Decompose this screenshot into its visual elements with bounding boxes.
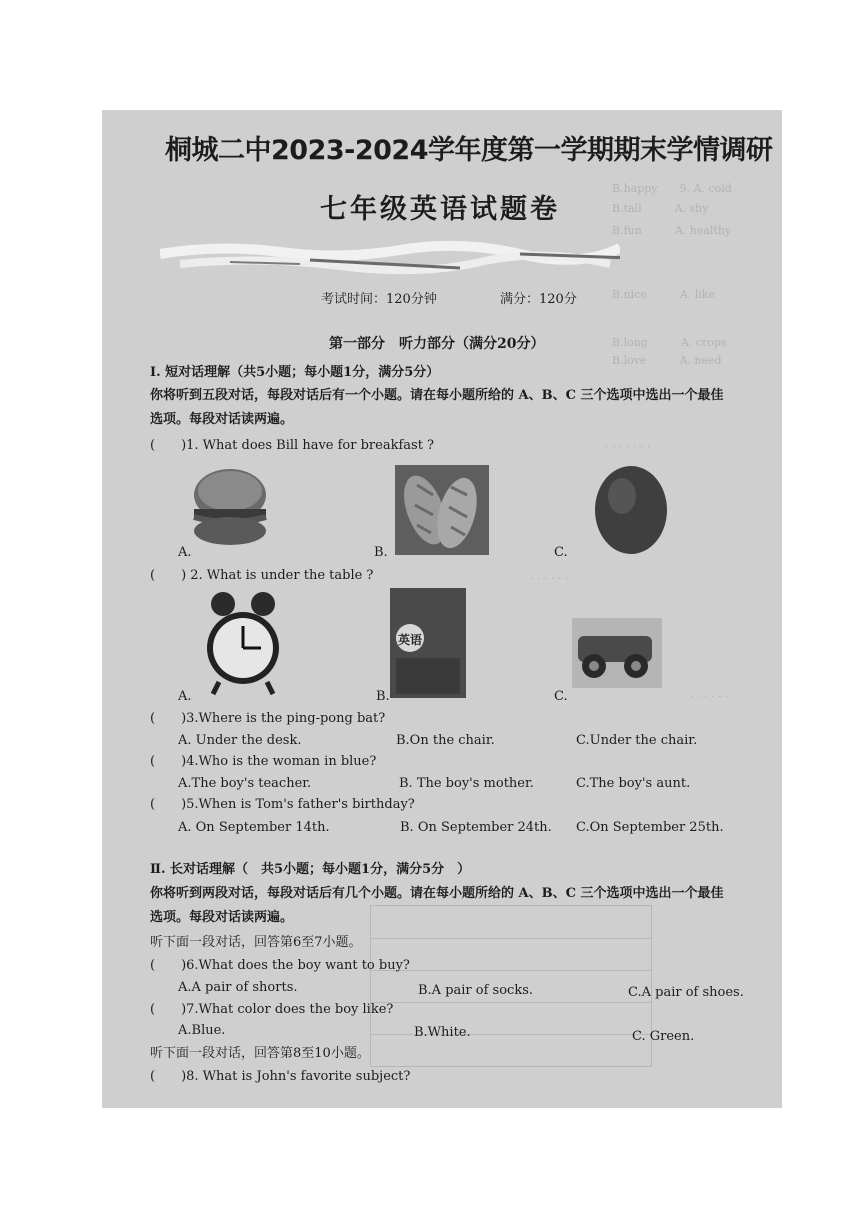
section-heading: Ⅰ. 短对话理解（共5小题；每小题1分，满分5分）	[150, 365, 440, 380]
bleed-through-text: B.tall A. shy	[612, 202, 709, 215]
option-b: B. The boy's mother.	[399, 776, 534, 791]
dialogue-lead: 听下面一段对话，回答第6至7小题。	[150, 935, 362, 950]
section-instruction: 你将听到五段对话，每段对话后有一个小题。请在每小题所给的 A、B、C 三个选项中选出一个最佳	[150, 388, 724, 403]
bleed-through-text: · · · · · ·	[530, 572, 569, 585]
question-2: ( ) 2. What is under the table ?	[150, 568, 374, 583]
option-a: A. Under the desk.	[178, 733, 302, 748]
bleed-through-text: B.love A. need	[612, 354, 722, 367]
section-instruction: 选项。每段对话读两遍。	[150, 412, 294, 427]
option-label: B.	[376, 689, 390, 704]
option-b: B.White.	[414, 1025, 471, 1040]
option-label: A.	[178, 689, 192, 704]
option-c: C.Under the chair.	[576, 733, 698, 748]
question-5: ( )5.When is Tom's father's birthday?	[150, 797, 415, 812]
bleed-through-text: B.happy 9. A. cold	[612, 182, 732, 195]
exam-title: 桐城二中2023-2024学年度第一学期期末学情调研	[165, 135, 773, 166]
option-b: B.A pair of socks.	[418, 983, 534, 998]
option-a: A.A pair of shorts.	[178, 980, 298, 995]
bleed-through-text: · · · · · · ·	[605, 440, 651, 453]
option-c: C.The boy's aunt.	[576, 776, 691, 791]
exam-time: 考试时间：120分钟	[321, 292, 437, 307]
bread-icon	[395, 465, 489, 555]
book-cover-text: 英语	[398, 633, 423, 647]
exam-subtitle: 七年级英语试题卷	[320, 194, 560, 225]
bleed-through-text: B.nice A. like	[612, 288, 716, 301]
section-heading: Ⅱ. 长对话理解（ 共5小题；每小题1分，满分5分 ）	[150, 862, 471, 877]
question-4: ( )4.Who is the woman in blue?	[150, 754, 377, 769]
hamburger-icon	[190, 465, 270, 550]
option-b: B.On the chair.	[396, 733, 495, 748]
redaction-scribble	[160, 240, 620, 276]
option-a: A. On September 14th.	[178, 820, 330, 835]
egg-icon	[592, 462, 670, 554]
option-label: A.	[178, 545, 192, 560]
option-label: C.	[554, 545, 568, 560]
option-c: C.On September 25th.	[576, 820, 724, 835]
option-c: C. Green.	[632, 1029, 695, 1044]
option-a: A.Blue.	[178, 1023, 226, 1038]
question-7: ( )7.What color does the boy like?	[150, 1002, 394, 1017]
option-c: C.A pair of shoes.	[628, 985, 744, 1000]
dialogue-lead: 听下面一段对话，回答第8至10小题。	[150, 1046, 370, 1061]
option-label: B.	[374, 545, 388, 560]
option-label: C.	[554, 689, 568, 704]
alarm-clock-icon	[205, 590, 281, 696]
bleed-through-text: · · · · · ·	[690, 690, 729, 703]
question-8: ( )8. What is John's favorite subject?	[150, 1069, 411, 1084]
bleed-through-text: B.fun A. healthy	[612, 224, 732, 237]
option-b: B. On September 24th.	[400, 820, 552, 835]
question-3: ( )3.Where is the ping-pong bat?	[150, 711, 386, 726]
bleed-through-text: B.long A. crops	[612, 336, 727, 349]
question-6: ( )6.What does the boy want to buy?	[150, 958, 410, 973]
section-instruction: 你将听到两段对话，每段对话后有几个小题。请在每小题所给的 A、B、C 三个选项中选出一个最佳	[150, 886, 724, 901]
option-a: A.The boy's teacher.	[178, 776, 312, 791]
part-heading: 第一部分 听力部分（满分20分）	[329, 336, 545, 352]
toy-car-icon	[572, 618, 662, 688]
question-1: ( )1. What does Bill have for breakfast ?	[150, 438, 435, 453]
section-instruction: 选项。每段对话读两遍。	[150, 910, 294, 925]
full-score: 满分：120分	[500, 292, 577, 307]
